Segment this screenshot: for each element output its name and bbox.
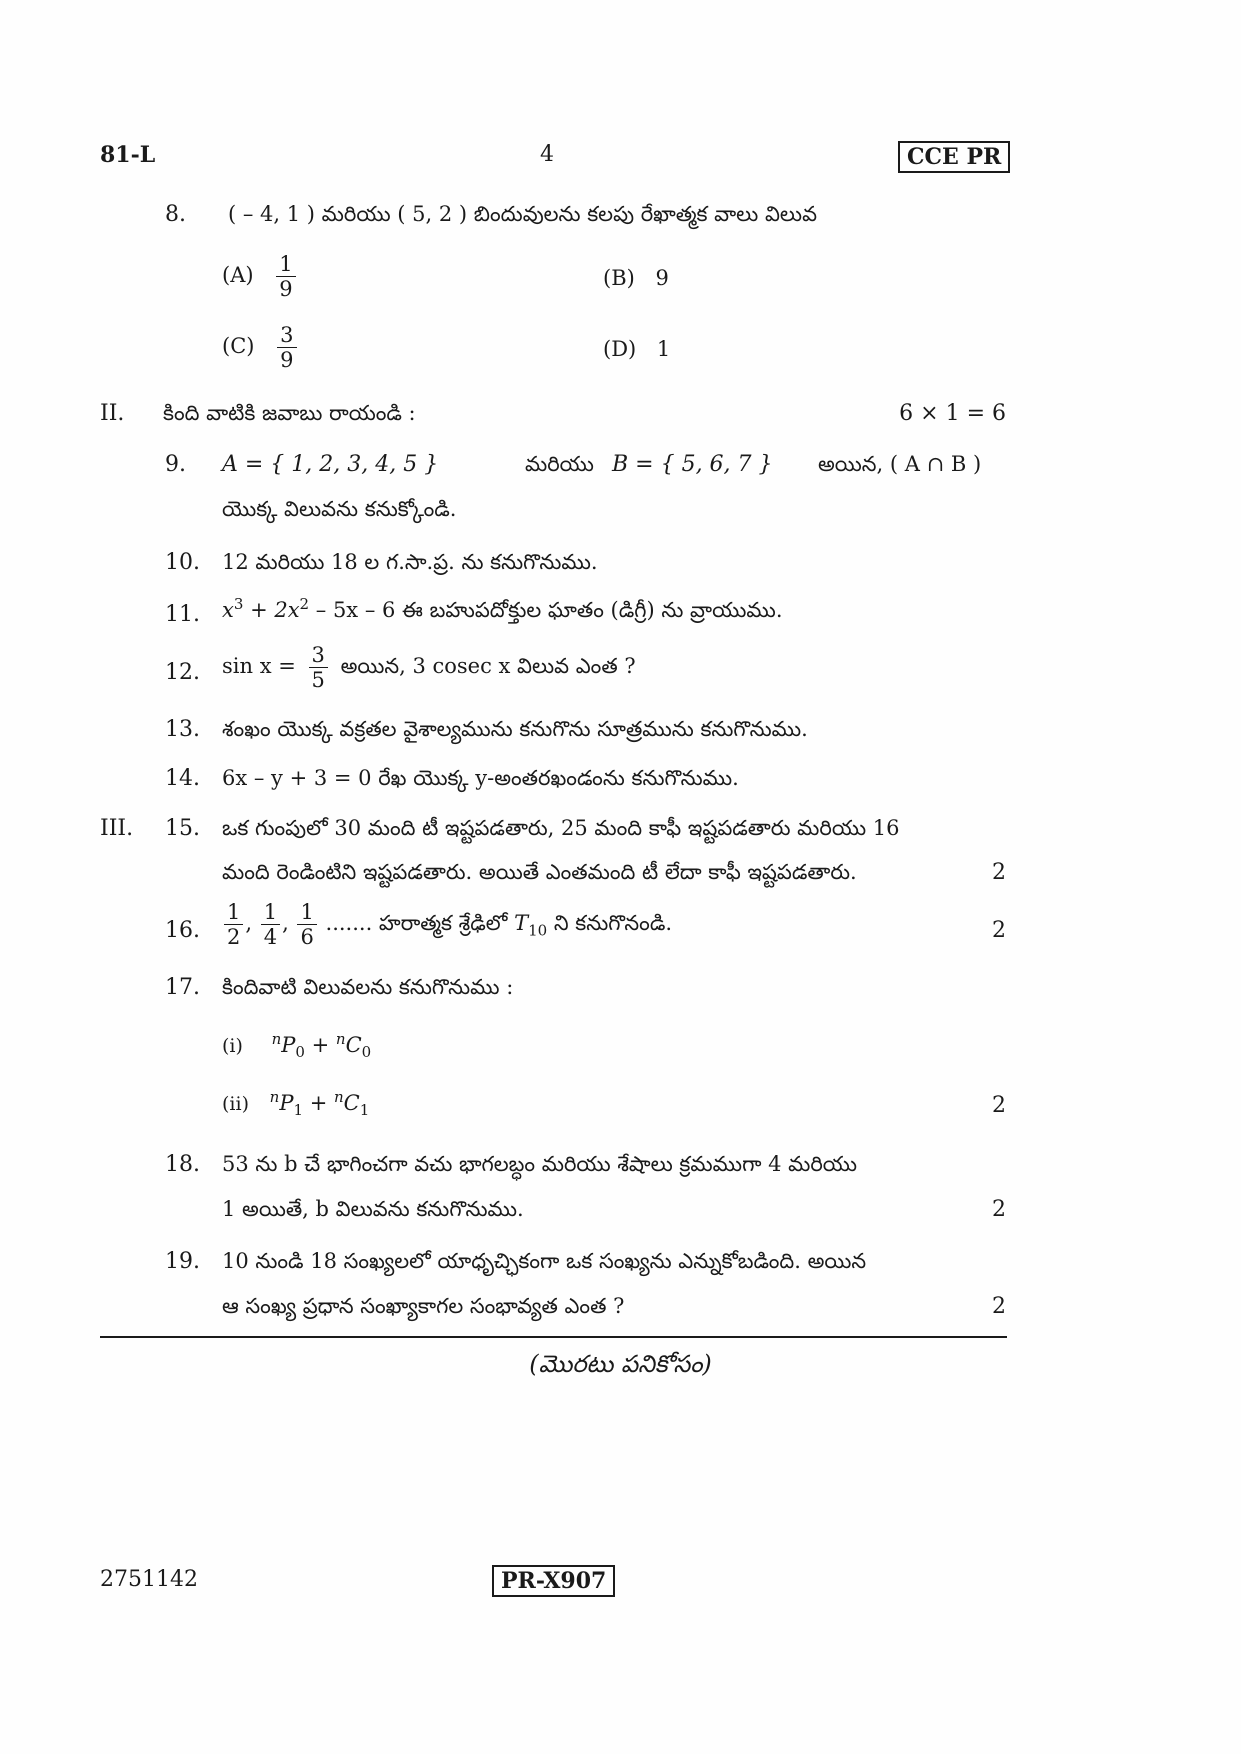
q8-option-b	[603, 266, 669, 290]
q15-number: 15.	[165, 816, 200, 841]
q10-text: 12 మరియు 18 ల గ.సా.ప్ర. ను కనుగొనుము.	[222, 550, 598, 574]
q14-number: 14.	[165, 766, 200, 791]
q8-option-a	[222, 252, 298, 301]
q17-part-ii: (ii) $^nP_1 + ^nC_1$	[222, 1088, 370, 1120]
q17-number: 17.	[165, 975, 200, 1000]
section-ii-title: కింది వాటికి జవాబు రాయండి :	[163, 401, 416, 425]
q18-line2: 1 అయితే, b విలువను కనుగొనుము.	[222, 1197, 524, 1221]
q8-option-c	[222, 323, 299, 372]
q11-number: 11.	[165, 602, 200, 627]
q8-option-b-label: (B)	[603, 266, 635, 290]
q9-and: మరియు	[525, 452, 594, 476]
q8-option-d-label: (D)	[603, 337, 637, 361]
q19-line1: 10 నుండి 18 సంఖ్యలలో యాధృచ్ఛికంగా ఒక సంఖ్యను ఎన్నుకోబడింది. అయిన	[222, 1249, 867, 1273]
q12-text: sin x = $\frac{3}{5}$ అయిన, 3 cosec x విలువ ఎంత ?	[222, 643, 636, 693]
q13-number: 13.	[165, 717, 200, 742]
section-ii-marks: 6 × 1 = 6	[899, 401, 1006, 426]
section-iii-roman: III.	[100, 816, 134, 841]
q17-text: కిందివాటి విలువలను కనుగొనుము :	[222, 975, 514, 999]
q8-option-d-value: 1	[656, 337, 671, 361]
q16-fraction-3: $\frac{1}{6}$	[297, 900, 316, 949]
q8-option-c-fraction: $\frac{3}{9}$	[277, 323, 296, 372]
q17-part-i: (i) $^nP_0 + ^nC_0$	[222, 1030, 372, 1062]
q8-option-d	[603, 337, 670, 361]
q9-intersection: అయిన, ( A ∩ B )	[818, 452, 982, 476]
rough-work-label: (మొరటు పనికోసం)	[529, 1350, 712, 1378]
page-number: 4	[540, 142, 554, 167]
cce-badge: CCE PR	[898, 141, 1010, 173]
q12-number: 12.	[165, 660, 200, 685]
q15-marks: 2	[992, 860, 1006, 885]
q8-number: 8.	[165, 202, 186, 227]
q15-line2: మంది రెండింటిని ఇష్టపడతారు. అయితే ఎంతమంది టీ లేదా కాఫీ ఇష్టపడతారు.	[222, 860, 857, 884]
section-ii-roman: II.	[100, 401, 125, 426]
q8-option-c-label: (C)	[222, 334, 255, 359]
q16-number: 16.	[165, 918, 200, 943]
q19-marks: 2	[992, 1294, 1006, 1319]
q9-set-b: B = { 5, 6, 7 }	[612, 452, 773, 477]
footer-code: PR-X907	[492, 1565, 615, 1597]
q16-fraction-2: $\frac{1}{4}$	[261, 900, 280, 949]
q16-text: $\frac{1}{2}$ , $\frac{1}{4}$ , $\frac{1}{6}$ ....... హరాత్మక శ్రేఢిలో $T_{10}$ ని కనుగొనండి.	[222, 900, 672, 949]
q13-text: శంఖం యొక్క వక్రతల వైశాల్యమును కనుగొను సూత్రమును కనుగొనుము.	[222, 717, 808, 741]
q16-marks: 2	[992, 918, 1006, 943]
horizontal-rule	[100, 1336, 1007, 1338]
q19-line2: ఆ సంఖ్య ప్రధాన సంఖ్యాకాగల సంభావ్యత ఎంత ?	[222, 1294, 625, 1318]
q19-number: 19.	[165, 1249, 200, 1274]
q12-fraction: $\frac{3}{5}$	[309, 643, 328, 692]
q9-number: 9.	[165, 452, 186, 477]
q8-option-a-fraction: $\frac{1}{9}$	[276, 252, 295, 301]
q17-marks: 2	[992, 1093, 1006, 1118]
q10-number: 10.	[165, 550, 200, 575]
paper-code: 81-L	[100, 142, 156, 168]
q8-text: ( – 4, 1 ) మరియు ( 5, 2 ) బిందువులను కలపు రేఖాత్మక వాలు విలువ	[228, 202, 817, 226]
q9-line2: యొక్క విలువను కనుక్కోండి.	[222, 497, 457, 521]
q9-set-a: A = { 1, 2, 3, 4, 5 }	[222, 452, 439, 477]
q18-line1: 53 ను b చే భాగించగా వచు భాగలబ్ధం మరియు శేషాలు క్రమముగా 4 మరియు	[222, 1152, 858, 1176]
footer-serial: 2751142	[100, 1567, 198, 1592]
q8-option-a-label: (A)	[222, 263, 254, 288]
q16-fraction-1: $\frac{1}{2}$	[224, 900, 243, 949]
q15-line1: ఒక గుంపులో 30 మంది టీ ఇష్టపడతారు, 25 మంది కాఫీ ఇష్టపడతారు మరియు 16	[222, 816, 900, 840]
q8-option-b-value: 9	[655, 266, 669, 290]
q18-marks: 2	[992, 1197, 1006, 1222]
q18-number: 18.	[165, 1152, 200, 1177]
q14-text: 6x – y + 3 = 0 రేఖ యొక్క y-అంతరఖండంను కనుగొనుము.	[222, 766, 739, 790]
q11-text: $x^3 + 2x^2 - 5x - 6$ ఈ బహుపదోక్తుల ఘాతం (డిగ్రీ) ను వ్రాయుము.	[222, 595, 783, 622]
